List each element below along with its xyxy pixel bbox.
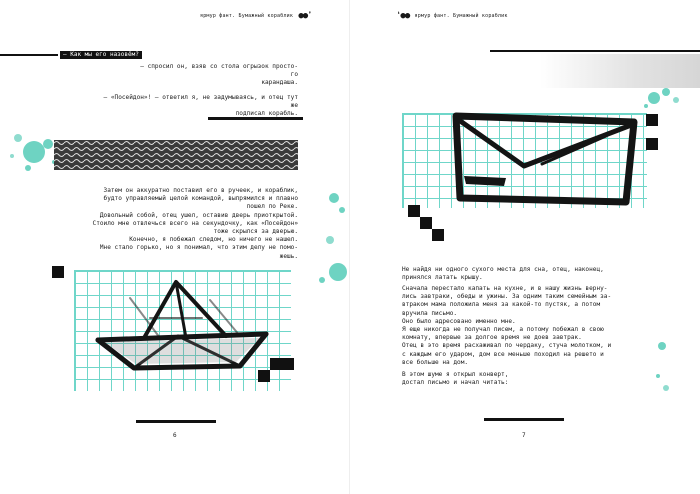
dialog-line: подписал корабль. — [235, 110, 298, 118]
paint-drops-icon — [650, 336, 674, 396]
paragraph-line: тоже скрылся за дверью. — [213, 228, 298, 236]
dialog-line: – «Посейдон»! – ответил я, не задумываясь, и отец тут же — [103, 93, 298, 109]
ornament-dots-icon: ❛●● — [396, 11, 410, 21]
paragraph-line: комнату, впервые за долгое время не доев завтрак. — [402, 334, 582, 342]
paragraph-line: жешь. — [279, 252, 298, 260]
running-head-right — [394, 11, 508, 21]
dialog-line: карандаша. — [261, 79, 298, 87]
dialog-line: – спросил он, взяв со стола огрызок просто- — [140, 63, 298, 70]
paragraph-line: Сначала перестало капать на кухне, и в нашу жизнь верну- — [402, 285, 608, 292]
running-head-text: ярмур фант. Бумажный кораблик — [414, 13, 508, 19]
paragraph-line: Я еще никогда не получал писем, а потому побежал в свою — [402, 326, 604, 334]
paragraph-line: будто управляемый целой командой, выпрямился и плавно — [103, 195, 298, 203]
paragraph-line: Не найдя ни одного сухого места для сна, отец, наконец, — [402, 266, 604, 273]
corner-block — [432, 229, 444, 241]
corner-block — [646, 138, 658, 150]
divider-rule — [208, 117, 303, 120]
paragraph-line: Затем он аккуратно поставил его в ручеек, и кораблик, — [103, 187, 298, 194]
corner-block — [52, 266, 64, 278]
paragraph-line: все больше на дом. — [402, 358, 469, 366]
envelope-icon — [446, 106, 646, 210]
corner-block — [282, 358, 294, 370]
page-number: 6 — [173, 432, 177, 439]
bottom-rule — [136, 420, 216, 423]
paint-splatter-icon — [4, 128, 60, 176]
ornament-dots-icon: ●●❜ — [298, 11, 312, 21]
paragraph-line: Отец в это время расхаживал по чердаку, стуча молотком, и — [402, 342, 612, 350]
paragraph-line: втраком мама положила меня за какой-то пустяк, а потом — [402, 301, 601, 309]
corner-block — [408, 205, 420, 217]
paragraph-line: Оно было адресовано именно мне. — [402, 317, 516, 325]
paragraph-3 — [402, 371, 652, 387]
paragraph-line: с каждым его ударом, дом все меньше походил на решето и — [402, 350, 604, 358]
page-number: 7 — [522, 432, 526, 439]
paragraph-line: лись завтраки, обеды и ужины. За одним таким семейным за- — [402, 293, 612, 301]
dialog-text — [100, 63, 298, 118]
paragraph-line: вручила письмо. — [402, 309, 458, 317]
paragraph-line: В этом шуме я открыл конверт, — [402, 371, 509, 378]
paragraph-line: Конечно, я побежал следом, но ничего не нашел. — [129, 236, 298, 244]
paint-drops-icon — [312, 180, 350, 290]
water-waves-image — [54, 140, 298, 170]
story-paragraph — [52, 187, 298, 261]
paper-boat-icon — [90, 278, 280, 374]
paragraph-line: Стоило мне отвлечься всего на секундочку, как «Посейдон» — [92, 219, 298, 227]
corner-block — [420, 217, 432, 229]
paint-splatter-icon — [640, 84, 696, 114]
top-rule — [490, 50, 700, 52]
running-head-left — [200, 11, 314, 21]
paragraph-2 — [402, 285, 652, 367]
question-label: – Как мы его назовём? — [60, 51, 142, 59]
paragraph-line: пошел по Реке. — [246, 203, 298, 211]
running-head-text: ярмур фант. Бумажный кораблик — [200, 13, 294, 19]
paint-texture — [540, 54, 700, 88]
paragraph-1 — [402, 266, 652, 282]
paragraph-line: Мне стало горько, но я понимал, что этим делу не помо- — [99, 244, 298, 252]
paragraph-line: принялся латать крышу. — [402, 274, 483, 282]
dialog-line: го — [290, 71, 298, 79]
paragraph-line: достал письмо и начал читать: — [402, 379, 509, 387]
paragraph-line: Довольный собой, отец ушел, оставив дверь приоткрытой. — [99, 211, 298, 219]
top-rule — [0, 54, 58, 56]
right-page — [350, 0, 700, 494]
corner-block — [646, 114, 658, 126]
bottom-rule — [484, 418, 564, 421]
